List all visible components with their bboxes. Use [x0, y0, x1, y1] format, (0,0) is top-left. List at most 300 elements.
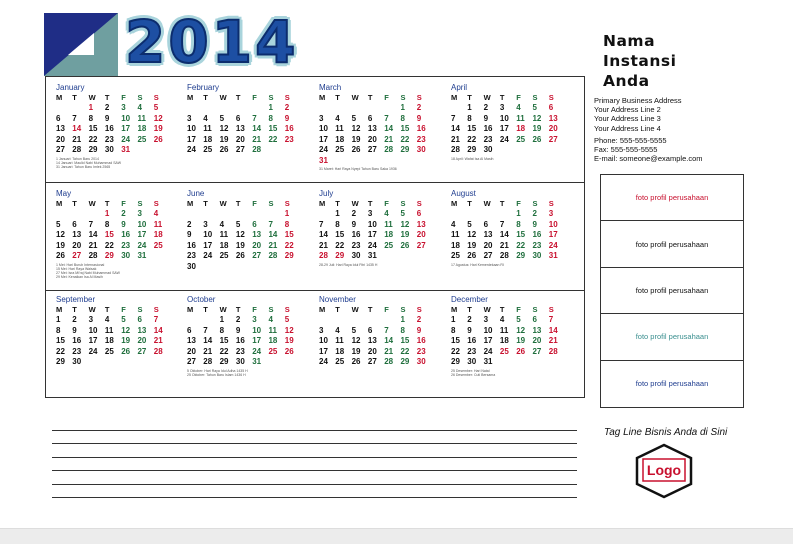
- day-cell[interactable]: 19: [516, 336, 526, 345]
- day-cell[interactable]: 24: [121, 134, 131, 144]
- day-cell[interactable]: 30: [532, 251, 542, 260]
- day-cell[interactable]: 27: [367, 145, 377, 154]
- day-cell[interactable]: 24: [252, 346, 262, 356]
- day-cell[interactable]: 8: [335, 219, 340, 229]
- day-cell[interactable]: 19: [56, 240, 65, 250]
- day-cell[interactable]: 16: [72, 336, 82, 345]
- day-cell[interactable]: 17: [367, 230, 377, 239]
- day-cell[interactable]: 3: [367, 209, 373, 218]
- day-cell[interactable]: 18: [384, 230, 394, 239]
- day-cell[interactable]: 22: [104, 240, 114, 250]
- day-cell[interactable]: 12: [532, 113, 542, 123]
- day-cell[interactable]: 14: [88, 230, 98, 239]
- day-cell[interactable]: 21: [268, 240, 278, 250]
- day-cell[interactable]: 18: [137, 124, 147, 133]
- day-cell[interactable]: 30: [235, 357, 245, 366]
- day-cell[interactable]: 30: [121, 251, 131, 260]
- day-cell[interactable]: 14: [499, 230, 509, 239]
- day-cell[interactable]: 19: [467, 240, 477, 250]
- day-cell[interactable]: 22: [516, 240, 526, 250]
- day-cell[interactable]: 31: [121, 145, 131, 154]
- day-cell[interactable]: 17: [203, 240, 213, 250]
- day-cell[interactable]: 16: [121, 230, 131, 239]
- day-cell[interactable]: 26: [219, 145, 229, 154]
- day-cell[interactable]: 23: [104, 134, 114, 144]
- day-cell[interactable]: 6: [72, 219, 77, 229]
- day-cell[interactable]: 19: [351, 134, 361, 144]
- day-cell[interactable]: 26: [153, 134, 163, 144]
- day-cell[interactable]: 20: [252, 240, 262, 250]
- note-line[interactable]: [52, 443, 577, 456]
- day-cell[interactable]: 10: [203, 230, 213, 239]
- day-cell[interactable]: 17: [88, 336, 98, 345]
- day-cell[interactable]: 31: [483, 357, 493, 366]
- day-cell[interactable]: 21: [252, 134, 262, 144]
- day-cell[interactable]: 29: [467, 145, 477, 154]
- day-cell[interactable]: 25: [335, 145, 345, 154]
- day-cell[interactable]: 11: [384, 219, 393, 229]
- day-cell[interactable]: 20: [416, 230, 426, 239]
- day-cell[interactable]: 14: [548, 325, 558, 335]
- day-cell[interactable]: 19: [235, 240, 245, 250]
- day-cell[interactable]: 10: [319, 336, 328, 345]
- day-cell[interactable]: 22: [400, 346, 410, 356]
- day-cell[interactable]: 3: [548, 209, 554, 218]
- day-cell[interactable]: 17: [137, 230, 147, 239]
- day-cell[interactable]: 28: [153, 346, 163, 356]
- day-cell[interactable]: 4: [203, 113, 208, 123]
- day-cell[interactable]: 24: [319, 145, 328, 154]
- day-cell[interactable]: 21: [548, 336, 558, 345]
- day-cell[interactable]: 6: [235, 113, 241, 123]
- day-cell[interactable]: 16: [467, 336, 477, 345]
- day-cell[interactable]: 9: [416, 113, 422, 123]
- day-cell[interactable]: 25: [268, 346, 278, 356]
- day-cell[interactable]: 16: [104, 124, 114, 133]
- day-cell[interactable]: 7: [499, 219, 505, 229]
- day-cell[interactable]: 18: [335, 346, 345, 356]
- day-cell[interactable]: 18: [451, 240, 460, 250]
- day-cell[interactable]: 2: [351, 209, 357, 218]
- day-cell[interactable]: 19: [400, 230, 410, 239]
- day-cell[interactable]: 4: [516, 103, 521, 112]
- day-cell[interactable]: 12: [235, 230, 245, 239]
- day-cell[interactable]: 23: [72, 346, 82, 356]
- day-cell[interactable]: 7: [252, 113, 257, 123]
- day-cell[interactable]: 7: [384, 113, 389, 123]
- day-cell[interactable]: 3: [121, 103, 126, 112]
- day-cell[interactable]: 11: [268, 325, 277, 335]
- day-cell[interactable]: 26: [235, 251, 245, 260]
- note-line[interactable]: [52, 484, 577, 497]
- day-cell[interactable]: 13: [187, 336, 196, 345]
- day-cell[interactable]: 17: [252, 336, 262, 345]
- day-cell[interactable]: 2: [235, 315, 241, 324]
- day-cell[interactable]: 27: [56, 145, 65, 154]
- day-cell[interactable]: 3: [319, 325, 324, 335]
- day-cell[interactable]: 28: [268, 251, 278, 260]
- day-cell[interactable]: 19: [532, 124, 542, 133]
- day-cell[interactable]: 22: [400, 134, 410, 144]
- day-cell[interactable]: 1: [104, 209, 110, 218]
- day-cell[interactable]: 11: [104, 325, 114, 335]
- day-cell[interactable]: 25: [335, 357, 345, 366]
- day-cell[interactable]: 3: [203, 219, 208, 229]
- day-cell[interactable]: 22: [219, 346, 229, 356]
- day-cell[interactable]: 25: [451, 251, 460, 260]
- day-cell[interactable]: 25: [219, 251, 229, 260]
- day-cell[interactable]: 12: [284, 325, 294, 335]
- day-cell[interactable]: 8: [104, 219, 110, 229]
- day-cell[interactable]: 9: [72, 325, 77, 335]
- day-cell[interactable]: 14: [72, 124, 82, 133]
- day-cell[interactable]: 11: [153, 219, 163, 229]
- day-cell[interactable]: 10: [252, 325, 262, 335]
- day-cell[interactable]: 27: [187, 357, 196, 366]
- photo-slot[interactable]: foto profil perusahaan: [601, 314, 743, 360]
- day-cell[interactable]: 2: [284, 103, 290, 112]
- day-cell[interactable]: 4: [153, 209, 159, 218]
- day-cell[interactable]: 22: [467, 134, 477, 144]
- day-cell[interactable]: 16: [187, 240, 196, 250]
- day-cell[interactable]: 27: [252, 251, 262, 260]
- photo-slot[interactable]: foto profil perusahaan: [635, 379, 709, 389]
- day-cell[interactable]: 23: [416, 134, 426, 144]
- day-cell[interactable]: 26: [121, 346, 131, 356]
- day-cell[interactable]: 9: [284, 113, 290, 123]
- day-cell[interactable]: 16: [416, 124, 426, 133]
- day-cell[interactable]: 13: [483, 230, 493, 239]
- photo-slot[interactable]: foto profil perusahaan: [601, 221, 743, 267]
- day-cell[interactable]: 2: [532, 209, 537, 218]
- day-cell[interactable]: 12: [351, 124, 361, 133]
- day-cell[interactable]: 19: [219, 134, 229, 144]
- day-cell[interactable]: 14: [252, 124, 262, 133]
- day-cell[interactable]: 24: [137, 240, 147, 250]
- day-cell[interactable]: 29: [451, 357, 460, 366]
- note-line[interactable]: [52, 470, 577, 483]
- day-cell[interactable]: 22: [335, 240, 345, 250]
- day-cell[interactable]: 12: [56, 230, 65, 239]
- day-cell[interactable]: 29: [400, 145, 410, 154]
- day-cell[interactable]: 9: [104, 113, 110, 123]
- day-cell[interactable]: 10: [367, 219, 377, 229]
- day-cell[interactable]: 24: [499, 134, 509, 144]
- day-cell[interactable]: 27: [532, 346, 542, 356]
- day-cell[interactable]: 16: [532, 230, 542, 239]
- day-cell[interactable]: 15: [88, 124, 98, 133]
- day-cell[interactable]: 16: [351, 230, 361, 239]
- day-cell[interactable]: 31: [548, 251, 558, 260]
- day-cell[interactable]: 11: [219, 230, 229, 239]
- day-cell[interactable]: 1: [467, 103, 472, 112]
- day-cell[interactable]: 9: [187, 230, 192, 239]
- day-cell[interactable]: 28: [384, 357, 394, 366]
- day-cell[interactable]: 10: [88, 325, 98, 335]
- day-cell[interactable]: 3: [88, 315, 94, 324]
- day-cell[interactable]: 19: [153, 124, 163, 133]
- day-cell[interactable]: 20: [137, 336, 147, 345]
- day-cell[interactable]: 15: [400, 336, 410, 345]
- day-cell[interactable]: 10: [483, 325, 493, 335]
- day-cell[interactable]: 29: [335, 251, 345, 260]
- day-cell[interactable]: 16: [416, 336, 426, 345]
- day-cell[interactable]: 31: [367, 251, 377, 260]
- day-cell[interactable]: 30: [483, 145, 493, 154]
- day-cell[interactable]: 20: [56, 134, 65, 144]
- day-cell[interactable]: 1: [284, 209, 290, 218]
- day-cell[interactable]: 13: [72, 230, 82, 239]
- day-cell[interactable]: 28: [384, 145, 394, 154]
- day-cell[interactable]: 9: [532, 219, 537, 229]
- day-cell[interactable]: 17: [121, 124, 131, 133]
- day-cell[interactable]: 19: [284, 336, 294, 345]
- day-cell[interactable]: 7: [451, 113, 456, 123]
- photo-slot[interactable]: foto profil perusahaan: [601, 175, 743, 221]
- day-cell[interactable]: 6: [483, 219, 489, 229]
- day-cell[interactable]: 29: [284, 251, 294, 260]
- day-cell[interactable]: 6: [137, 315, 142, 324]
- day-cell[interactable]: 26: [532, 134, 542, 144]
- day-cell[interactable]: 22: [56, 346, 65, 356]
- day-cell[interactable]: 8: [467, 113, 472, 123]
- day-cell[interactable]: 21: [203, 346, 213, 356]
- day-cell[interactable]: 20: [235, 134, 245, 144]
- day-cell[interactable]: 28: [499, 251, 509, 260]
- day-cell[interactable]: 5: [153, 103, 159, 112]
- day-cell[interactable]: 1: [400, 103, 405, 112]
- day-cell[interactable]: 14: [451, 124, 460, 133]
- day-cell[interactable]: 17: [319, 134, 328, 144]
- day-cell[interactable]: 29: [104, 251, 114, 260]
- day-cell[interactable]: 1: [400, 315, 405, 324]
- day-cell[interactable]: 11: [451, 230, 460, 239]
- day-cell[interactable]: 1: [516, 209, 521, 218]
- day-cell[interactable]: 7: [548, 315, 554, 324]
- day-cell[interactable]: 13: [367, 336, 377, 345]
- day-cell[interactable]: 2: [121, 209, 126, 218]
- day-cell[interactable]: 6: [416, 209, 422, 218]
- day-cell[interactable]: 5: [400, 209, 405, 218]
- day-cell[interactable]: 2: [483, 103, 489, 112]
- day-cell[interactable]: 12: [153, 113, 163, 123]
- day-cell[interactable]: 5: [56, 219, 61, 229]
- day-cell[interactable]: 21: [384, 134, 394, 144]
- day-cell[interactable]: 6: [187, 325, 192, 335]
- day-cell[interactable]: 21: [88, 240, 98, 250]
- day-cell[interactable]: 8: [56, 325, 61, 335]
- day-cell[interactable]: 26: [56, 251, 65, 260]
- day-cell[interactable]: 11: [137, 113, 146, 123]
- day-cell[interactable]: 4: [335, 113, 340, 123]
- day-cell[interactable]: 21: [72, 134, 82, 144]
- day-cell[interactable]: 31: [137, 251, 147, 260]
- day-cell[interactable]: 5: [351, 325, 357, 335]
- day-cell[interactable]: 8: [516, 219, 521, 229]
- day-cell[interactable]: 27: [548, 134, 558, 144]
- day-cell[interactable]: 27: [137, 346, 147, 356]
- day-cell[interactable]: 15: [400, 124, 410, 133]
- day-cell[interactable]: 5: [235, 219, 241, 229]
- day-cell[interactable]: 10: [319, 124, 328, 133]
- day-cell[interactable]: 13: [56, 124, 65, 133]
- day-cell[interactable]: 10: [548, 219, 558, 229]
- day-cell[interactable]: 14: [203, 336, 213, 345]
- day-cell[interactable]: 18: [153, 230, 163, 239]
- day-cell[interactable]: 26: [284, 346, 294, 356]
- day-cell[interactable]: 30: [187, 261, 196, 271]
- day-cell[interactable]: 2: [104, 103, 110, 112]
- day-cell[interactable]: 2: [416, 315, 422, 324]
- day-cell[interactable]: 8: [268, 113, 273, 123]
- day-cell[interactable]: 4: [137, 103, 142, 112]
- day-cell[interactable]: 26: [400, 240, 410, 250]
- day-cell[interactable]: 21: [451, 134, 460, 144]
- day-cell[interactable]: 20: [367, 134, 377, 144]
- day-cell[interactable]: 25: [153, 240, 163, 250]
- day-cell[interactable]: 1: [335, 209, 340, 218]
- day-cell[interactable]: 5: [284, 315, 290, 324]
- day-cell[interactable]: 28: [451, 145, 460, 154]
- note-line[interactable]: [52, 497, 577, 510]
- day-cell[interactable]: 4: [335, 325, 340, 335]
- note-line[interactable]: [52, 430, 577, 443]
- day-cell[interactable]: 15: [284, 230, 294, 239]
- day-cell[interactable]: 24: [483, 346, 493, 356]
- day-cell[interactable]: 8: [400, 325, 405, 335]
- day-cell[interactable]: 7: [268, 219, 273, 229]
- day-cell[interactable]: 29: [219, 357, 229, 366]
- day-cell[interactable]: 30: [416, 145, 426, 154]
- day-cell[interactable]: 11: [335, 336, 344, 345]
- day-cell[interactable]: 14: [153, 325, 163, 335]
- day-cell[interactable]: 19: [351, 346, 361, 356]
- day-cell[interactable]: 18: [203, 134, 213, 144]
- day-cell[interactable]: 19: [121, 336, 131, 345]
- day-cell[interactable]: 7: [153, 315, 159, 324]
- day-cell[interactable]: 24: [367, 240, 377, 250]
- day-cell[interactable]: 16: [483, 124, 493, 133]
- day-cell[interactable]: 10: [121, 113, 131, 123]
- day-cell[interactable]: 12: [219, 124, 229, 133]
- day-cell[interactable]: 24: [187, 145, 196, 154]
- day-cell[interactable]: 11: [335, 124, 344, 133]
- day-cell[interactable]: 28: [72, 145, 82, 154]
- day-cell[interactable]: 7: [319, 219, 324, 229]
- day-cell[interactable]: 13: [532, 325, 542, 335]
- day-cell[interactable]: 13: [252, 230, 262, 239]
- day-cell[interactable]: 20: [483, 240, 493, 250]
- day-cell[interactable]: 15: [516, 230, 526, 239]
- day-cell[interactable]: 18: [104, 336, 114, 345]
- day-cell[interactable]: 13: [416, 219, 426, 229]
- day-cell[interactable]: 27: [416, 240, 426, 250]
- day-cell[interactable]: 4: [499, 315, 505, 324]
- day-cell[interactable]: 12: [121, 325, 131, 335]
- day-cell[interactable]: 12: [351, 336, 361, 345]
- day-cell[interactable]: 23: [187, 251, 196, 260]
- day-cell[interactable]: 11: [516, 113, 525, 123]
- day-cell[interactable]: 7: [88, 219, 94, 229]
- day-cell[interactable]: 21: [384, 346, 394, 356]
- day-cell[interactable]: 23: [235, 346, 245, 356]
- day-cell[interactable]: 6: [367, 325, 373, 335]
- day-cell[interactable]: 15: [268, 124, 278, 133]
- day-cell[interactable]: 5: [219, 113, 225, 123]
- day-cell[interactable]: 1: [268, 103, 273, 112]
- day-cell[interactable]: 17: [319, 346, 328, 356]
- day-cell[interactable]: 26: [351, 357, 361, 366]
- day-cell[interactable]: 9: [121, 219, 126, 229]
- day-cell[interactable]: 28: [203, 357, 213, 366]
- day-cell[interactable]: 18: [335, 134, 345, 144]
- day-cell[interactable]: 23: [121, 240, 131, 250]
- day-cell[interactable]: 7: [384, 325, 389, 335]
- day-cell[interactable]: 30: [416, 357, 426, 366]
- day-cell[interactable]: 10: [499, 113, 509, 123]
- day-cell[interactable]: 1: [88, 103, 94, 112]
- day-cell[interactable]: 30: [467, 357, 477, 366]
- day-cell[interactable]: 16: [284, 124, 294, 133]
- day-cell[interactable]: 31: [319, 155, 328, 165]
- day-cell[interactable]: 9: [483, 113, 489, 123]
- day-cell[interactable]: 3: [187, 113, 192, 123]
- day-cell[interactable]: 14: [384, 124, 394, 133]
- day-cell[interactable]: 15: [451, 336, 460, 345]
- day-cell[interactable]: 22: [451, 346, 460, 356]
- day-cell[interactable]: 2: [187, 219, 192, 229]
- day-cell[interactable]: 24: [319, 357, 328, 366]
- day-cell[interactable]: 14: [384, 336, 394, 345]
- day-cell[interactable]: 29: [56, 357, 65, 366]
- day-cell[interactable]: 17: [499, 124, 509, 133]
- day-cell[interactable]: 8: [284, 219, 290, 229]
- day-cell[interactable]: 6: [548, 103, 554, 112]
- day-cell[interactable]: 25: [499, 346, 509, 356]
- day-cell[interactable]: 25: [516, 134, 526, 144]
- day-cell[interactable]: 14: [319, 230, 328, 239]
- day-cell[interactable]: 21: [499, 240, 509, 250]
- day-cell[interactable]: 4: [451, 219, 456, 229]
- day-cell[interactable]: 6: [367, 113, 373, 123]
- day-cell[interactable]: 17: [483, 336, 493, 345]
- day-cell[interactable]: 15: [104, 230, 114, 239]
- day-cell[interactable]: 23: [532, 240, 542, 250]
- day-cell[interactable]: 18: [516, 124, 526, 133]
- note-line[interactable]: [52, 457, 577, 470]
- day-cell[interactable]: 8: [451, 325, 456, 335]
- day-cell[interactable]: 20: [72, 240, 82, 250]
- day-cell[interactable]: 4: [268, 315, 273, 324]
- day-cell[interactable]: 25: [203, 145, 213, 154]
- day-cell[interactable]: 22: [88, 134, 98, 144]
- day-cell[interactable]: 1: [219, 315, 225, 324]
- day-cell[interactable]: 10: [137, 219, 147, 229]
- day-cell[interactable]: 20: [532, 336, 542, 345]
- day-cell[interactable]: 25: [384, 240, 394, 250]
- photo-slot[interactable]: foto profil perusahaan: [601, 268, 743, 314]
- day-cell[interactable]: 6: [252, 219, 257, 229]
- day-cell[interactable]: 3: [499, 103, 505, 112]
- day-cell[interactable]: 23: [467, 346, 477, 356]
- day-cell[interactable]: 12: [400, 219, 410, 229]
- day-cell[interactable]: 26: [516, 346, 526, 356]
- day-cell[interactable]: 29: [516, 251, 526, 260]
- day-cell[interactable]: 23: [284, 134, 294, 144]
- day-cell[interactable]: 5: [516, 315, 521, 324]
- day-cell[interactable]: 27: [367, 357, 377, 366]
- day-cell[interactable]: 23: [483, 134, 493, 144]
